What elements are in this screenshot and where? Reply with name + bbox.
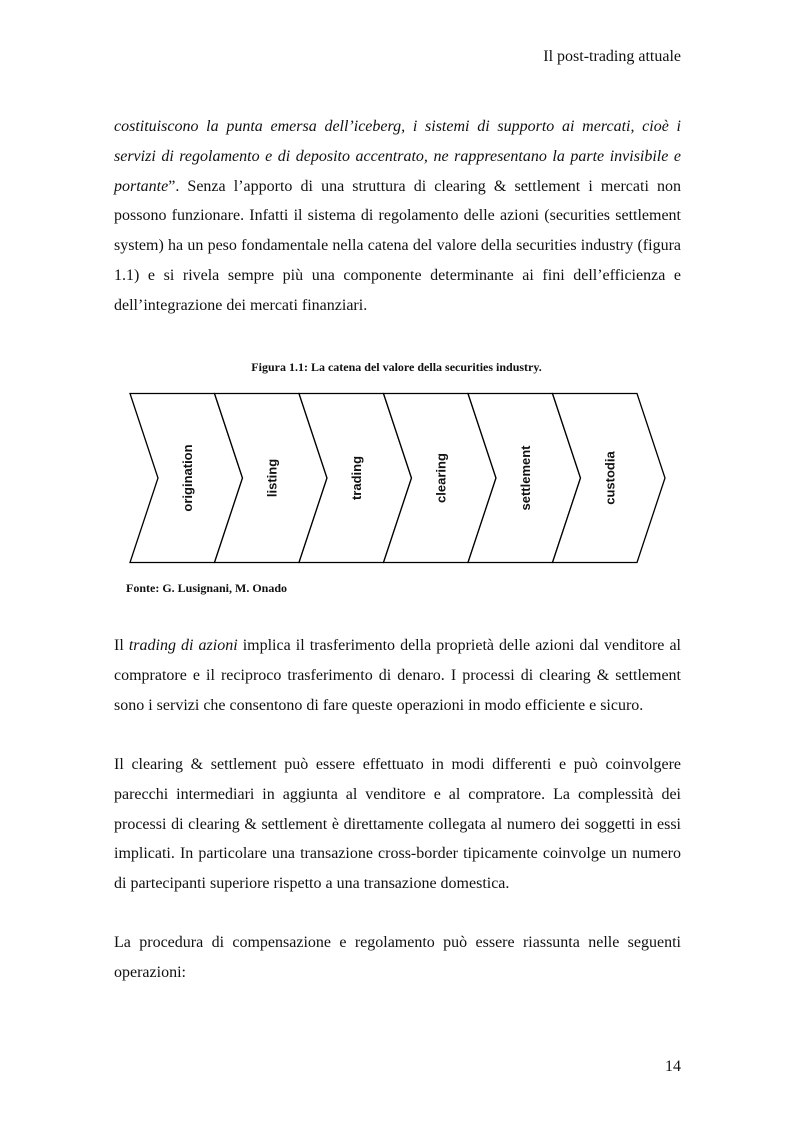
chain-stage-label: settlement: [517, 445, 533, 511]
value-chain-diagram: [128, 392, 668, 564]
paragraph-4: La procedura di compensazione e regolamento può essere riassunta nelle seguenti operazioni:: [114, 934, 681, 981]
chain-stage-label: trading: [348, 455, 364, 501]
page-number: 14: [665, 1058, 681, 1075]
chain-stage-label: origination: [179, 444, 195, 512]
figure-source: Fonte: G. Lusignani, M. Onado: [126, 581, 288, 595]
chain-stage-label: custodia: [602, 451, 618, 505]
paragraph-2-italic: trading di azioni: [128, 637, 238, 654]
paragraph-1-italic: costituiscono la punta emersa dell’iceberg, i sistemi di supporto ai mercati, cioè i servizi di regolamento e di deposito accentrato, ne rappresentano la parte invisibile e portante: [114, 118, 681, 195]
chain-stage-label: listing: [264, 458, 280, 498]
paragraph-2: [114, 631, 681, 720]
paragraph-1-text: ”. Senza l’apporto di una struttura di clearing & settlement i mercati non possono funzionare. Infatti il sistema di regolamento delle azioni (securities settlement system) ha un peso fondamentale nella catena del valore della securities industry (figura 1.1) e si rivela sempre più una componente determinante ai fini dell’efficienza e dell’integrazione dei mercati finanziari.: [114, 177, 681, 314]
figure-caption: Figura 1.1: La catena del valore della securities industry.: [251, 360, 542, 374]
chain-stage-label: clearing: [433, 453, 449, 503]
paragraph-2-text: implica il trasferimento della proprietà delle azioni dal venditore al compratore e il reciproco trasferimento di denaro. I processi di clearing & settlement sono i servizi che consentono di fare queste operazioni in modo efficiente e sicuro.: [114, 637, 681, 714]
paragraph-2-lead: Il: [114, 637, 129, 654]
running-head: Il post-trading attuale: [543, 48, 681, 65]
paragraph-1: [114, 112, 681, 321]
paragraph-3: Il clearing & settlement può essere effettuato in modi differenti e può coinvolgere parecchi intermediari in aggiunta al venditore e al compratore. La complessità dei processi di clearing & settlement è direttamente collegata al numero dei soggetti in essi implicati. In particolare una transazione cross-border tipicamente coinvolge un numero di partecipanti superiore rispetto a una transazione domestica.: [114, 756, 681, 893]
